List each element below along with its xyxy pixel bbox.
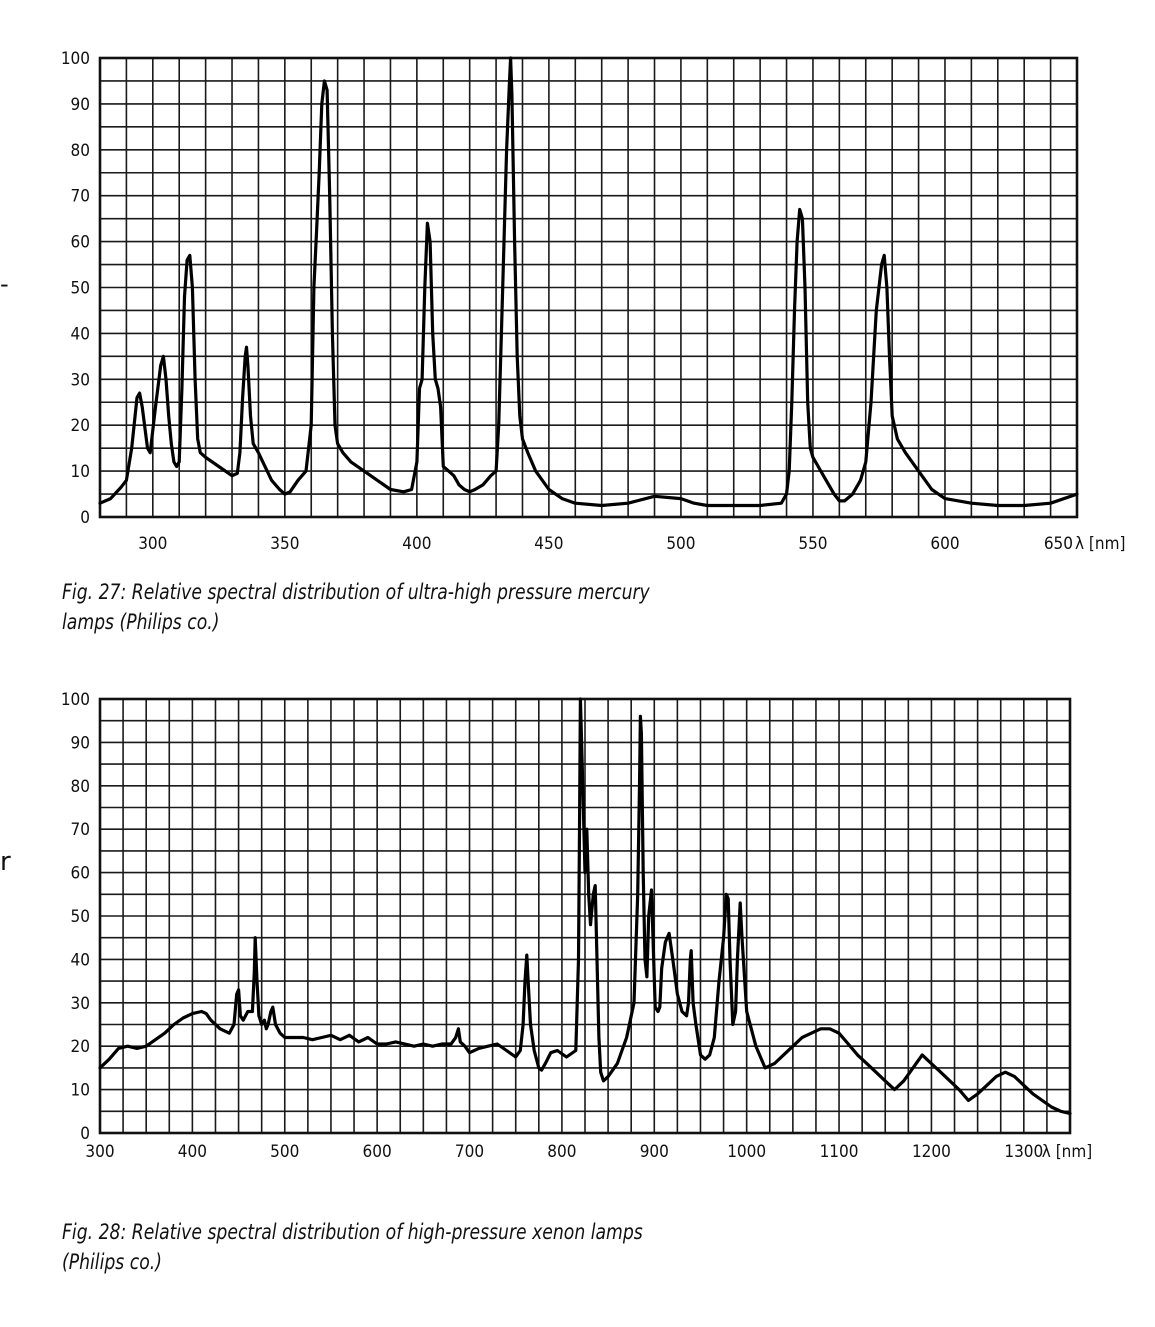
- fig28-x-tick-label: 600: [362, 1142, 392, 1162]
- fig28-caption: [62, 1217, 643, 1277]
- fig27-x-tick-label: 500: [666, 534, 696, 554]
- fig27-x-tick-label: 600: [930, 534, 960, 554]
- fig27-x-tick-label: 550: [798, 534, 828, 554]
- fig28-caption-line-2: (Philips co.): [62, 1250, 162, 1274]
- fig28-y-tick-label: 0: [80, 1124, 90, 1144]
- fig27-y-tick-label: 90: [70, 94, 90, 115]
- fig28-y-tick-label: 60: [70, 863, 90, 884]
- fig27-y-tick-label: 60: [70, 232, 90, 253]
- fig28-caption-line-1: Fig. 28: Relative spectral distribution of high-pressure xenon lamps: [62, 1220, 643, 1244]
- fig27-y-tick-label: 80: [70, 140, 90, 161]
- fig27-x-tick-label: 300: [138, 534, 168, 554]
- fig27-x-tick-label: 350: [270, 534, 300, 554]
- fig28-x-tick-label: 1200: [911, 1142, 951, 1162]
- fig28-y-tick-label: 90: [70, 733, 90, 754]
- margin-mark-r: r: [0, 847, 11, 877]
- fig28-x-tick-label: 300: [85, 1142, 115, 1162]
- fig27-y-tick-label: 50: [70, 278, 90, 299]
- fig28-x-tick-label: 1000: [727, 1142, 767, 1162]
- fig27-series-line-0: [100, 58, 1077, 506]
- fig27-y-tick-label: 30: [70, 370, 90, 391]
- fig28-y-tick-label: 50: [70, 907, 90, 927]
- fig28-x-tick-label: 900: [639, 1142, 669, 1162]
- fig27-x-tick-label: 400: [402, 534, 432, 554]
- fig28-x-tick-label: 1100: [819, 1142, 859, 1162]
- fig28-plot-frame: [100, 699, 1070, 1133]
- fig27-caption: [62, 577, 650, 637]
- fig28-x-tick-label: 500: [270, 1142, 300, 1162]
- fig27-x-tick-label: 650: [1043, 534, 1073, 554]
- fig27-caption-line-2: lamps (Philips co.): [62, 610, 220, 634]
- fig27-x-axis-label: λ [nm]: [1075, 534, 1126, 554]
- fig28-y-tick-label: 30: [70, 993, 90, 1014]
- fig28-y-tick-label: 20: [70, 1037, 90, 1058]
- fig27-y-tick-label: 20: [70, 416, 90, 437]
- fig27-chart: [0, 0, 1155, 660]
- fig28-series-line-0: [100, 699, 1070, 1114]
- fig28-y-tick-label: 80: [70, 776, 90, 797]
- fig28-x-tick-label: 1300: [1004, 1142, 1044, 1162]
- margin-mark-dash: -: [0, 270, 9, 298]
- fig27-caption-line-1: Fig. 27: Relative spectral distribution of ultra-high pressure mercury: [62, 580, 650, 604]
- fig27-grid: [100, 58, 1077, 517]
- fig28-x-tick-label: 700: [454, 1142, 485, 1162]
- fig28-x-axis-label: λ [nm]: [1041, 1142, 1093, 1162]
- fig28-y-tick-label: 70: [70, 820, 90, 841]
- fig27-y-tick-label: 0: [80, 508, 90, 528]
- fig28-x-tick-label: 800: [547, 1142, 577, 1162]
- fig27-y-tick-label: 40: [70, 324, 90, 345]
- fig28-x-tick-label: 400: [177, 1142, 207, 1162]
- fig28-y-tick-label: 10: [70, 1080, 90, 1101]
- fig27-y-tick-label: 70: [70, 186, 90, 207]
- fig28-y-tick-label: 40: [70, 950, 90, 971]
- fig28-y-tick-label: 100: [60, 690, 90, 710]
- fig27-y-tick-label: 100: [60, 49, 90, 69]
- fig27-x-tick-label: 450: [534, 534, 564, 554]
- fig28-grid: [100, 699, 1070, 1133]
- fig27-y-tick-label: 10: [70, 462, 90, 483]
